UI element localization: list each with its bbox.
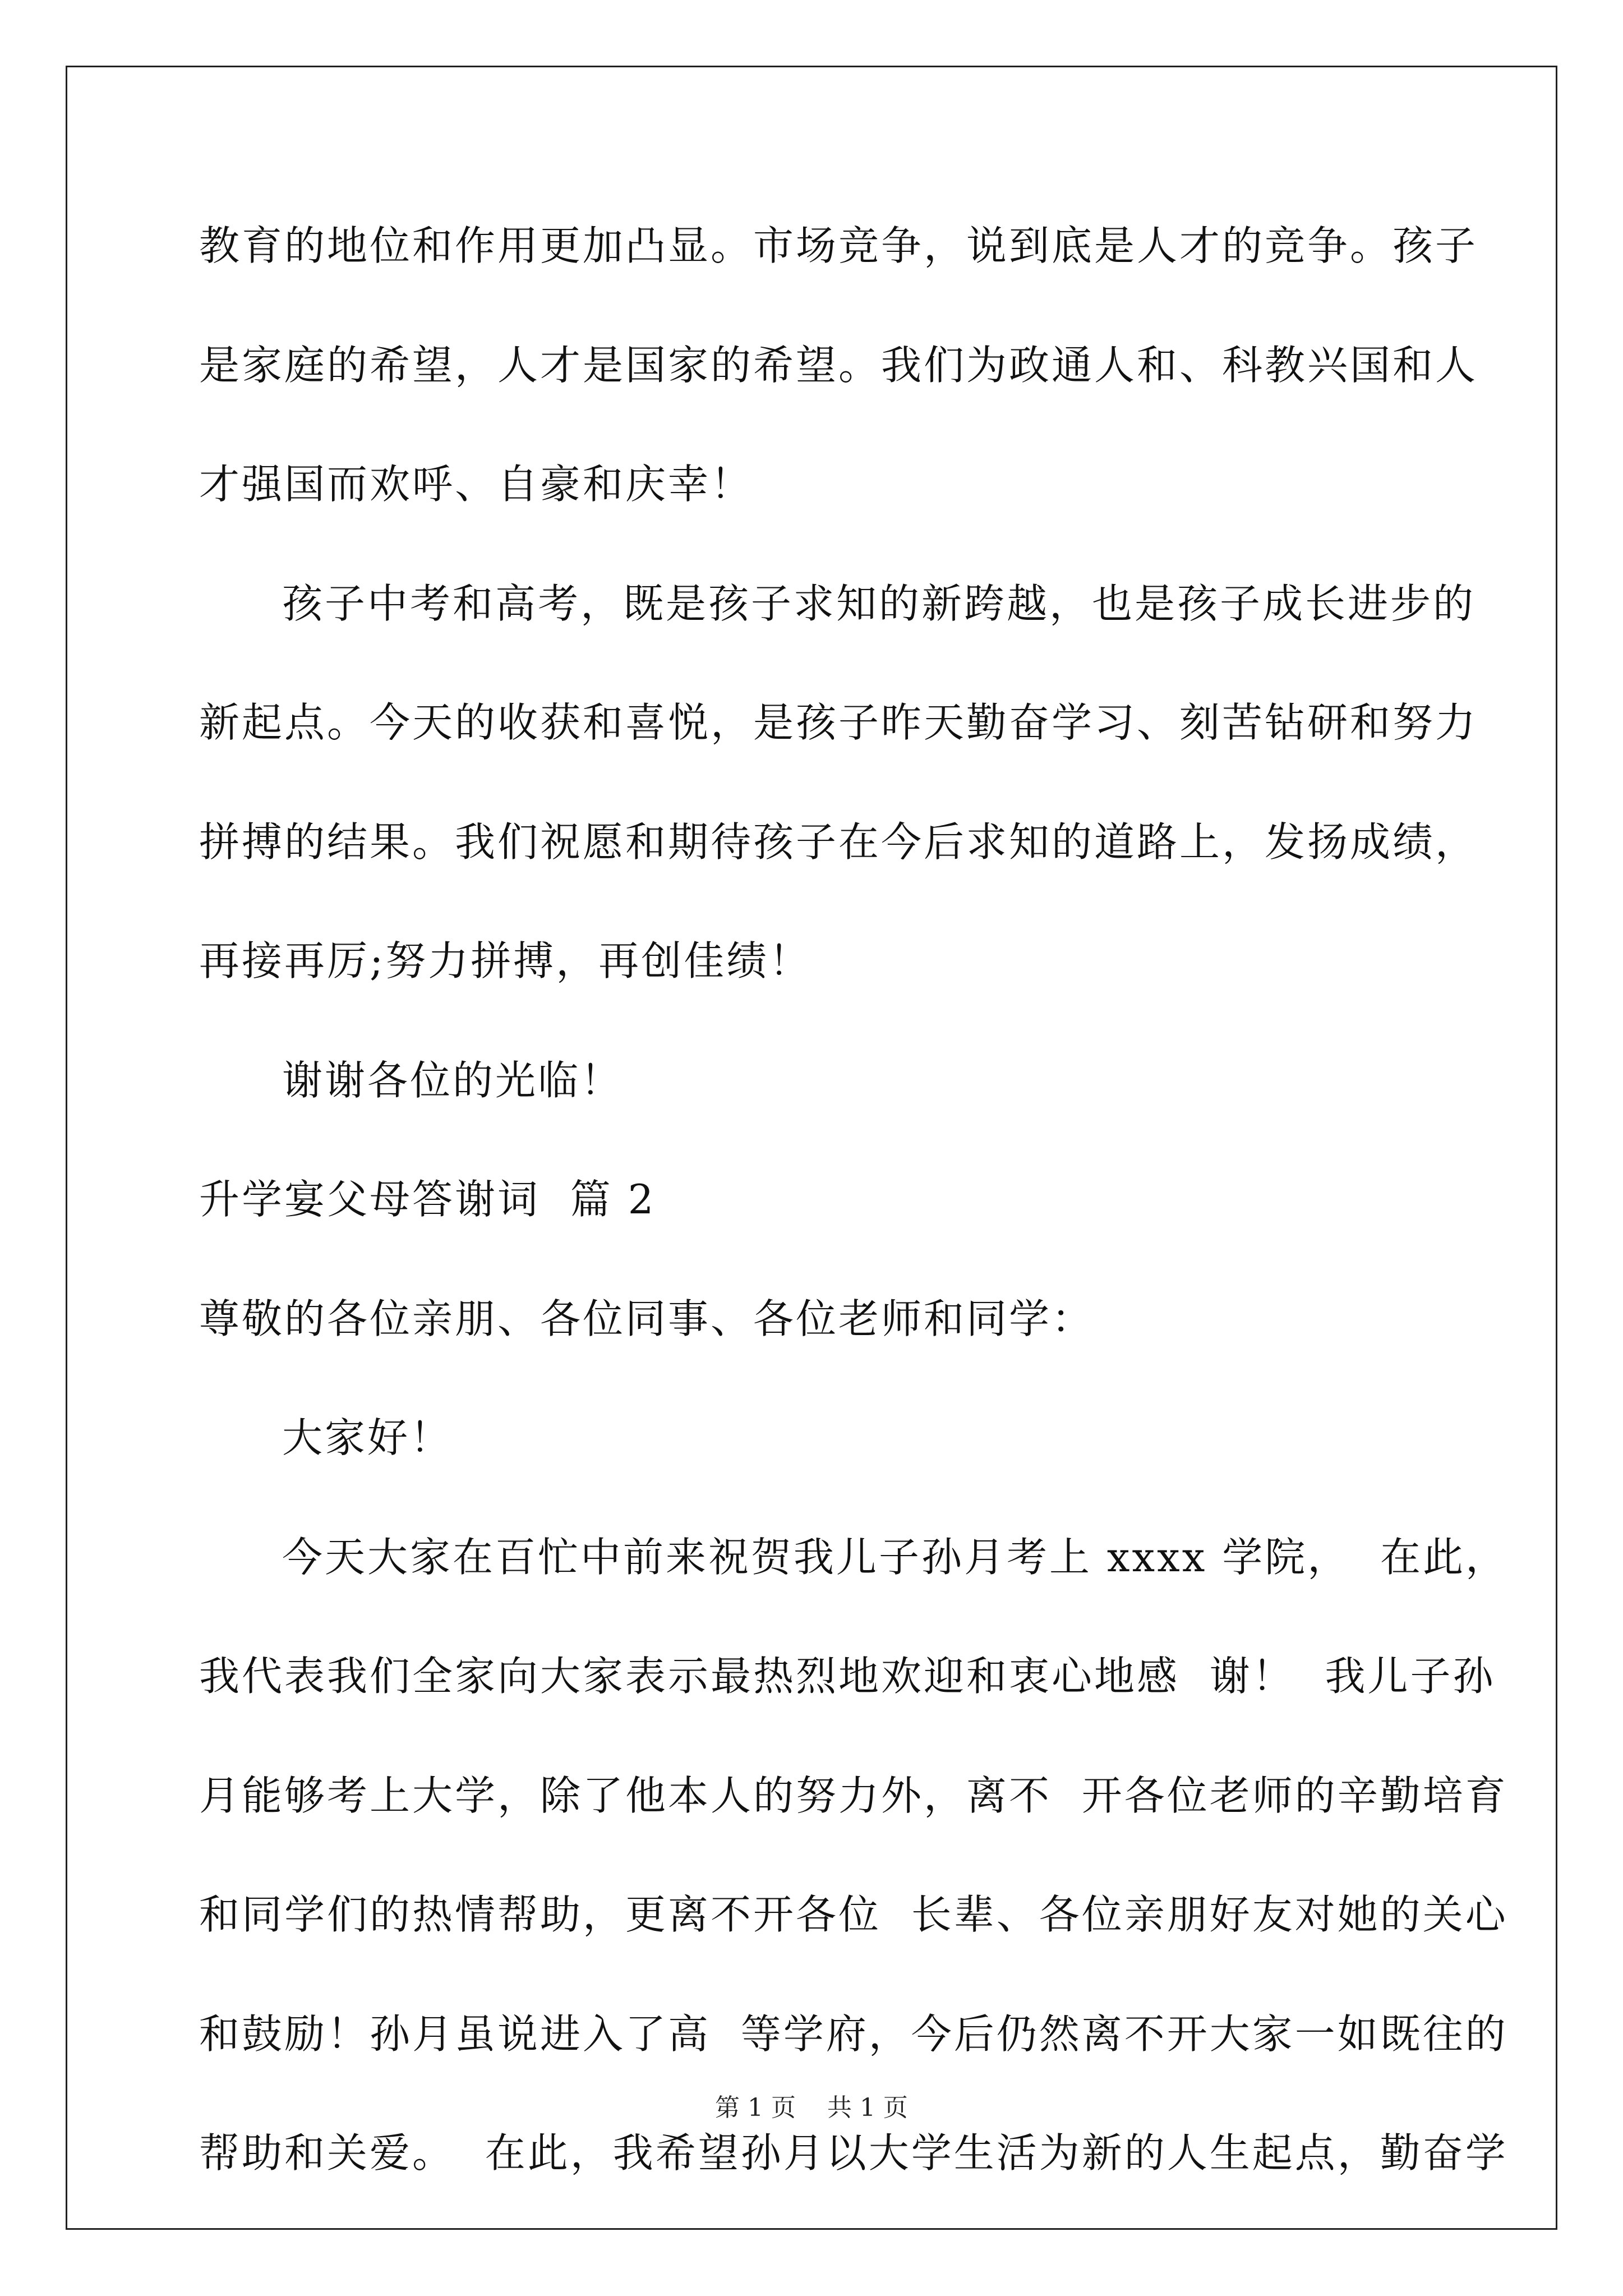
text-line: 新起点。今天的收获和喜悦，是孩子昨天勤奋学习、刻苦钻研和努力	[199, 699, 1478, 746]
text-line: 帮助和关爱。 在此，我希望孙月以大学生活为新的人生起点，勤奋学	[199, 2129, 1508, 2177]
paragraph-start-line: 今天大家在百忙中前来祝贺我儿子孙月考上 xxxx 学院， 在此，	[282, 1534, 1508, 1581]
paragraph-start-line: 谢谢各位的光临！	[282, 1057, 624, 1104]
paragraph-start-line: 大家好！	[282, 1414, 453, 1461]
text-line: 月能够考上大学，除了他本人的努力外，离不 开各位老师的辛勤培育	[199, 1772, 1508, 1819]
text-line: 才强国而欢呼、自豪和庆幸！	[199, 461, 754, 508]
text-line: 我代表我们全家向大家表示最热烈地欢迎和衷心地感 谢！ 我儿子孙	[199, 1653, 1496, 1700]
paragraph-start-line: 孩子中考和高考，既是孩子求知的新跨越，也是孩子成长进步的	[282, 580, 1476, 627]
text-line: 是家庭的希望，人才是国家的希望。我们为政通人和、科教兴国和人	[199, 342, 1478, 389]
text-line: 教育的地位和作用更加凸显。市场竞争，说到底是人才的竞争。孩子	[199, 222, 1478, 269]
text-line: 再接再厉;努力拼搏，再创佳绩！	[199, 937, 812, 984]
page-footer: 第 1 页 共 1 页	[715, 2093, 908, 2122]
text-line: 和同学们的热情帮助，更离不开各位 长辈、各位亲朋好友对她的关心	[199, 1891, 1508, 1938]
text-line: 和鼓励！孙月虽说进入了高 等学府，今后仍然离不开大家一如既往的	[199, 2010, 1508, 2058]
text-line: 拼搏的结果。我们祝愿和期待孩子在今后求知的道路上，发扬成绩，	[199, 818, 1478, 866]
section-heading: 升学宴父母答谢词 篇 2	[199, 1176, 656, 1223]
salutation-line: 尊敬的各位亲朋、各位同事、各位老师和同学：	[199, 1295, 1095, 1342]
